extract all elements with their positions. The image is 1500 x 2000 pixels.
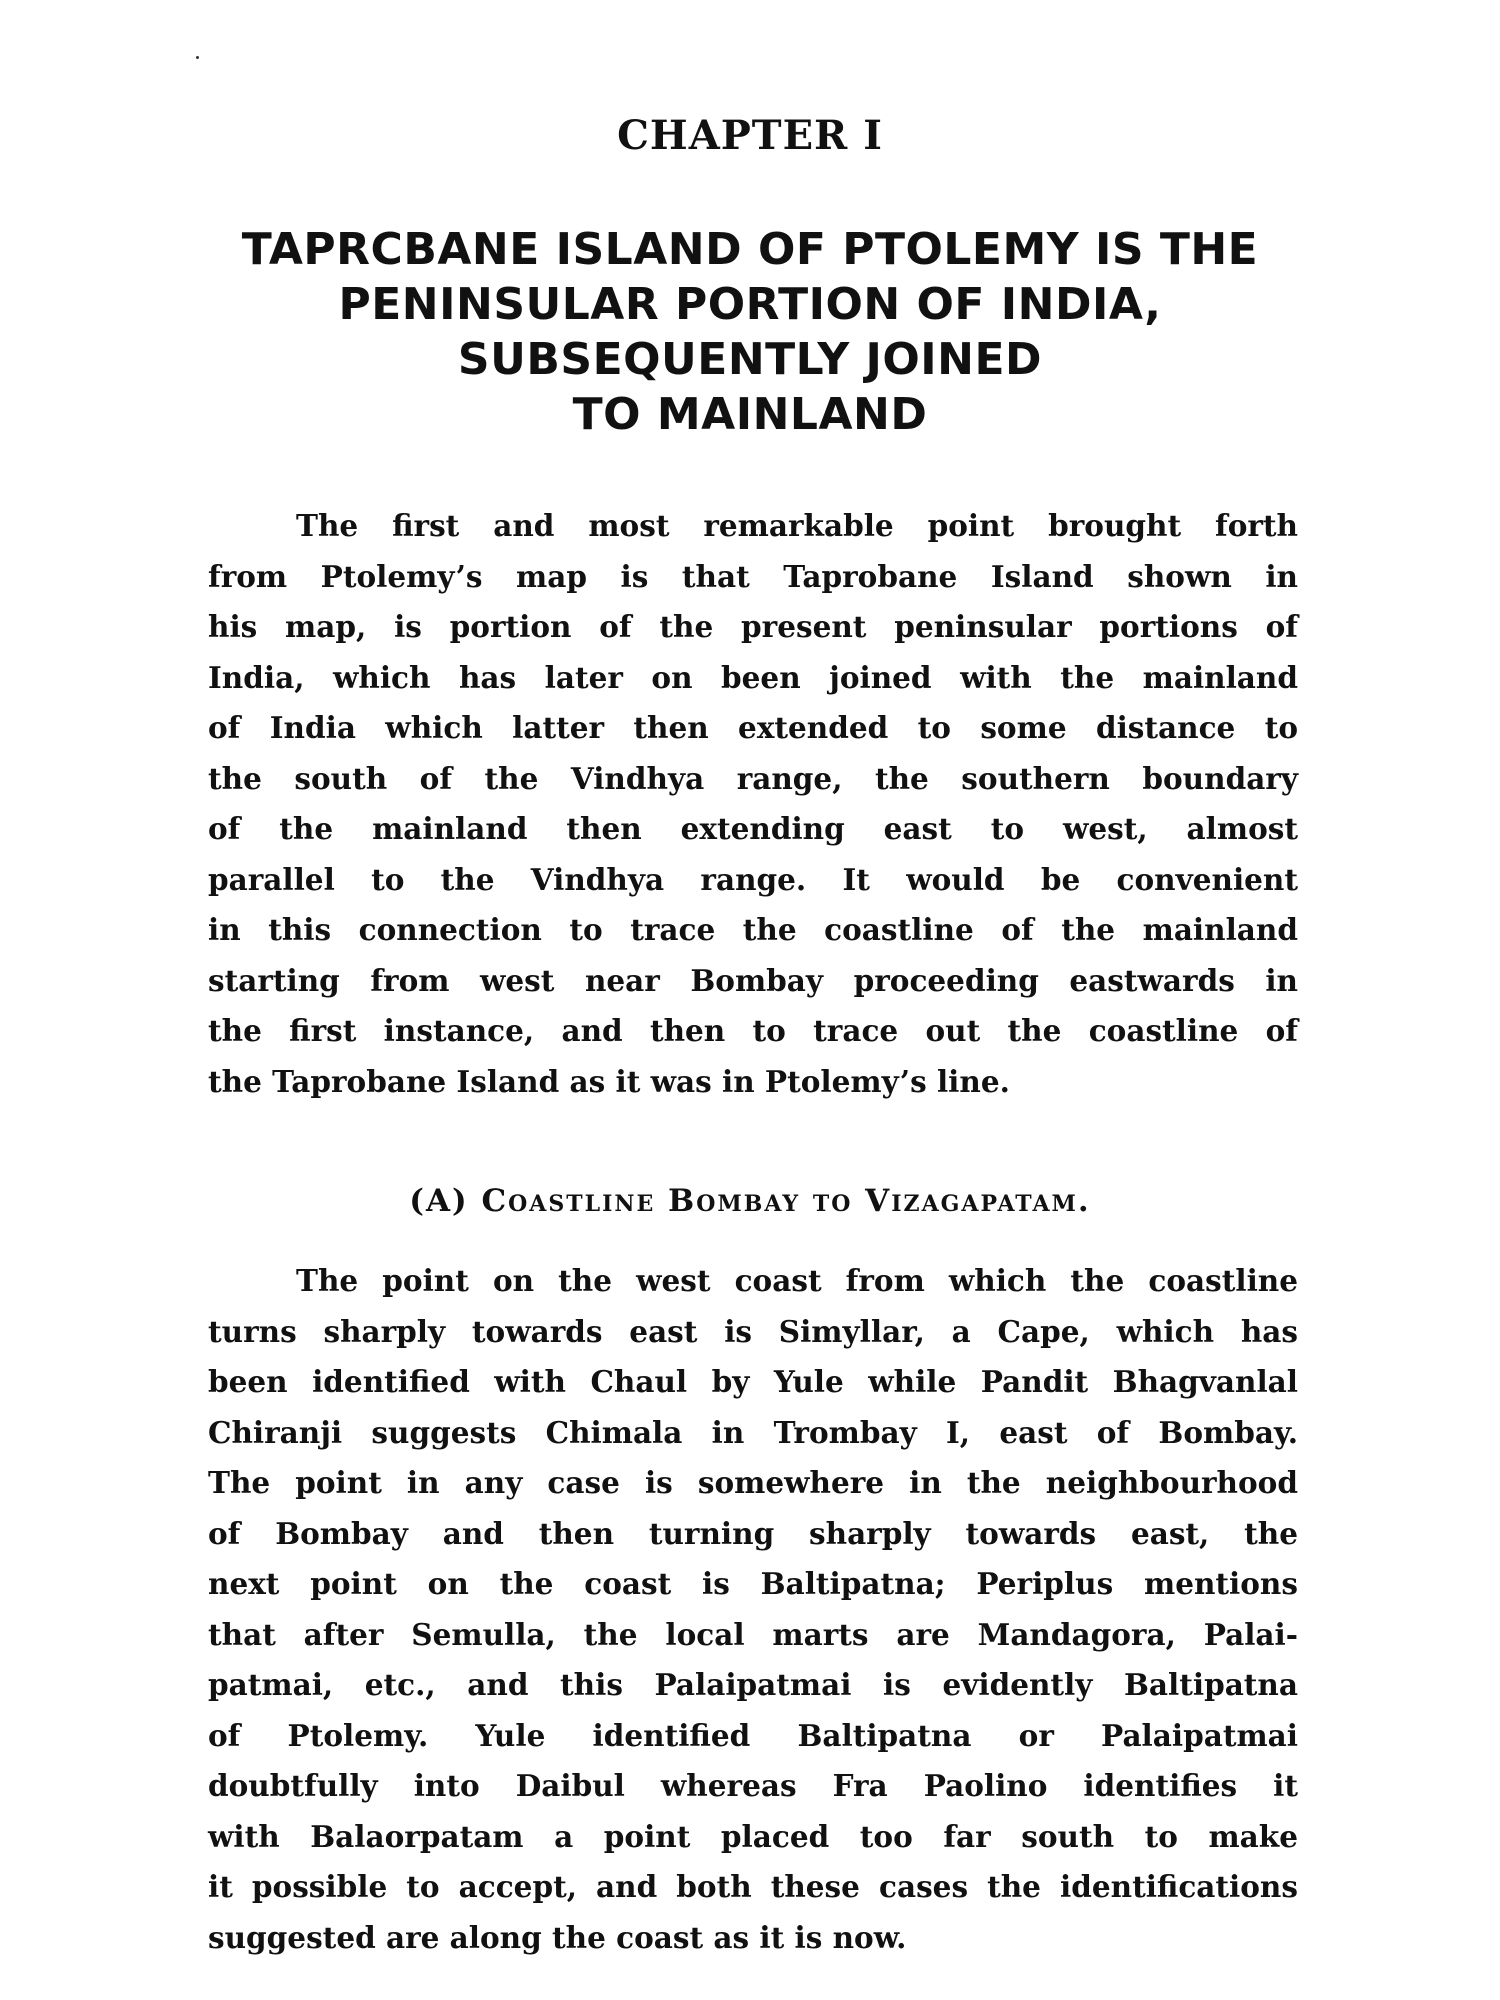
paragraph-line: of India which latter then extended to some distance to xyxy=(208,710,1298,745)
section-heading: (A) Coastline Bombay to Vizagapatam. xyxy=(409,1183,1091,1219)
scan-speck xyxy=(196,56,199,59)
paragraph-line: the south of the Vindhya range, the southern boundary xyxy=(208,760,1298,796)
paragraph-line: doubtfully into Daibul whereas Fra Paolino identifies it xyxy=(208,1768,1298,1803)
paragraph-line: Chiranji suggests Chimala in Trombay I, east of Bombay. xyxy=(208,1414,1298,1450)
paragraph-line: of Bombay and then turning sharply towards east, the xyxy=(208,1515,1298,1551)
paragraph-line: turns sharply towards east is Simyllar, a Cape, which has xyxy=(208,1313,1298,1349)
chapter-title-line: TO MAINLAND xyxy=(572,389,928,440)
paragraph-2 xyxy=(208,1256,1298,1963)
paragraph-line: his map, is portion of the present peninsular portions of xyxy=(208,609,1298,644)
chapter-title-line: SUBSEQUENTLY JOINED xyxy=(457,334,1043,385)
paragraph-line: parallel to the Vindhya range. It would be convenient xyxy=(208,861,1298,897)
paragraph-line: suggested are along the coast as it is now. xyxy=(208,1919,907,1955)
chapter-title xyxy=(200,222,1300,442)
paragraph-line: The point on the west coast from which the coastline xyxy=(296,1263,1298,1298)
paragraph-line: of Ptolemy. Yule identified Baltipatna or Palaipatmai xyxy=(208,1717,1298,1753)
paragraph-line: starting from west near Bombay proceeding eastwards in xyxy=(208,962,1298,998)
chapter-label: CHAPTER I xyxy=(617,112,883,159)
paragraph-line: with Balaorpatam a point placed too far south to make xyxy=(208,1818,1298,1854)
paragraph-line: that after Semulla, the local marts are Mandagora, Palai- xyxy=(208,1616,1298,1652)
paragraph-line: it possible to accept, and both these cases the identifications xyxy=(208,1869,1298,1904)
paragraph-line: patmai, etc., and this Palaipatmai is evidently Baltipatna xyxy=(208,1667,1298,1702)
paragraph-line: The first and most remarkable point brought forth xyxy=(296,508,1298,543)
paragraph-line: the first instance, and then to trace out the coastline of xyxy=(208,1013,1298,1048)
paragraph-line: in this connection to trace the coastline of the mainland xyxy=(208,912,1298,947)
paragraph-line: the Taprobane Island as it was in Ptolemy’s line. xyxy=(208,1063,1010,1099)
paragraph-1 xyxy=(208,501,1298,1107)
paragraph-line: been identified with Chaul by Yule while Pandit Bhagvanlal xyxy=(208,1364,1298,1399)
paragraph-line: India, which has later on been joined with the mainland xyxy=(208,659,1298,695)
paragraph-line: next point on the coast is Baltipatna; Periplus mentions xyxy=(208,1566,1298,1601)
paragraph-line: The point in any case is somewhere in the neighbourhood xyxy=(208,1465,1298,1500)
chapter-title-line: PENINSULAR PORTION OF INDIA, xyxy=(338,279,1162,330)
paragraph-line: from Ptolemy’s map is that Taprobane Island shown in xyxy=(208,558,1298,594)
paragraph-line: of the mainland then extending east to west, almost xyxy=(208,811,1298,846)
chapter-title-line: TAPRCBANE ISLAND OF PTOLEMY IS THE xyxy=(241,224,1259,275)
